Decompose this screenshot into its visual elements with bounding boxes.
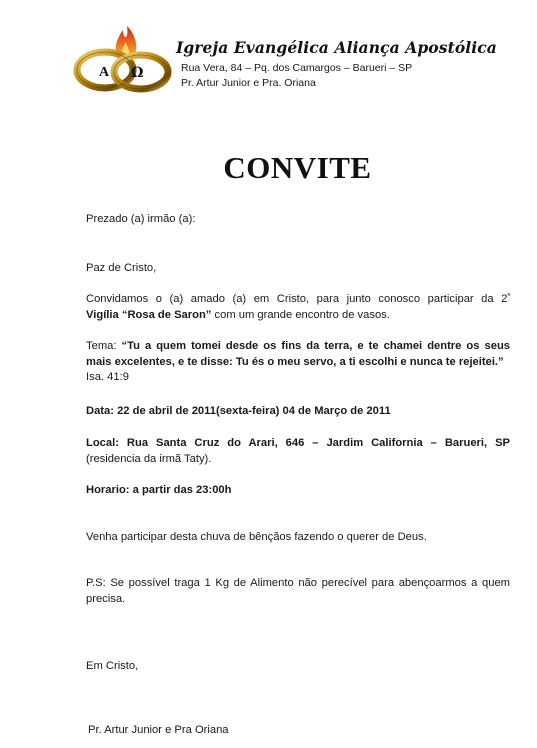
invitation-line-2 <box>86 308 510 324</box>
theme-paragraph <box>86 339 510 386</box>
invitation-paragraph <box>86 292 510 323</box>
postscript-line-2: precisa. <box>86 592 126 605</box>
theme-reference: Isa. 41:9 <box>86 371 129 383</box>
event-location: Local: Rua Santa Cruz do Arari, 646 – Jardim California – Barueri, SP <box>86 437 510 449</box>
salutation: Paz de Cristo, <box>86 262 157 274</box>
theme-label: Tema: <box>86 340 122 352</box>
greeting: Prezado (a) irmão (a): <box>86 213 196 225</box>
event-date: Data: 22 de abril de 2011(sexta-feira) 04 de Março de 2011 <box>86 405 391 417</box>
theme-quote-2: mais excelentes, e te disse: Tu és o meu servo, a ti escolhi e nunca te rejeitei.” <box>86 355 504 368</box>
signature: Pr. Artur Junior e Pra Oriana <box>88 724 229 736</box>
location-paragraph <box>86 436 510 467</box>
invitation-rest: com um grande encontro de vasos. <box>211 308 390 321</box>
page-title: CONVITE <box>223 150 372 185</box>
closing: Em Cristo, <box>86 660 139 672</box>
theme-quote-1: “Tu a quem tomei desde os fins da terra, e te chamei dentre os seus <box>121 340 510 352</box>
event-name: Vigília “Rosa de Saron” <box>86 308 212 321</box>
theme-line-1 <box>86 339 510 355</box>
church-address: Rua Vera, 84 – Pq. dos Camargos – Barueri – SP <box>181 62 413 74</box>
alpha-letter: A <box>99 65 110 80</box>
wedding-rings-with-flame-icon <box>71 14 179 100</box>
postscript <box>86 576 510 607</box>
ordinal-marker: ª <box>507 293 510 300</box>
invitation-line-1 <box>86 292 510 308</box>
call-to-action: Venha participar desta chuva de bênçãos fazendo o querer de Deus. <box>86 531 427 543</box>
church-name: Igreja Evangélica Aliança Apostólica <box>176 38 497 57</box>
church-pastors: Pr. Artur Junior e Pra. Oriana <box>181 77 316 89</box>
event-schedule: Horario: a partir das 23:00h <box>86 484 232 496</box>
location-note: (residencia da irmã Taty). <box>86 452 212 465</box>
invitation-text: Convidamos o (a) amado (a) em Cristo, para junto conosco participar da 2 <box>86 293 508 305</box>
postscript-line-1: P.S: Se possível traga 1 Kg de Alimento não perecível para abençoarmos a quem <box>86 577 510 589</box>
omega-letter: Ω <box>131 65 144 81</box>
